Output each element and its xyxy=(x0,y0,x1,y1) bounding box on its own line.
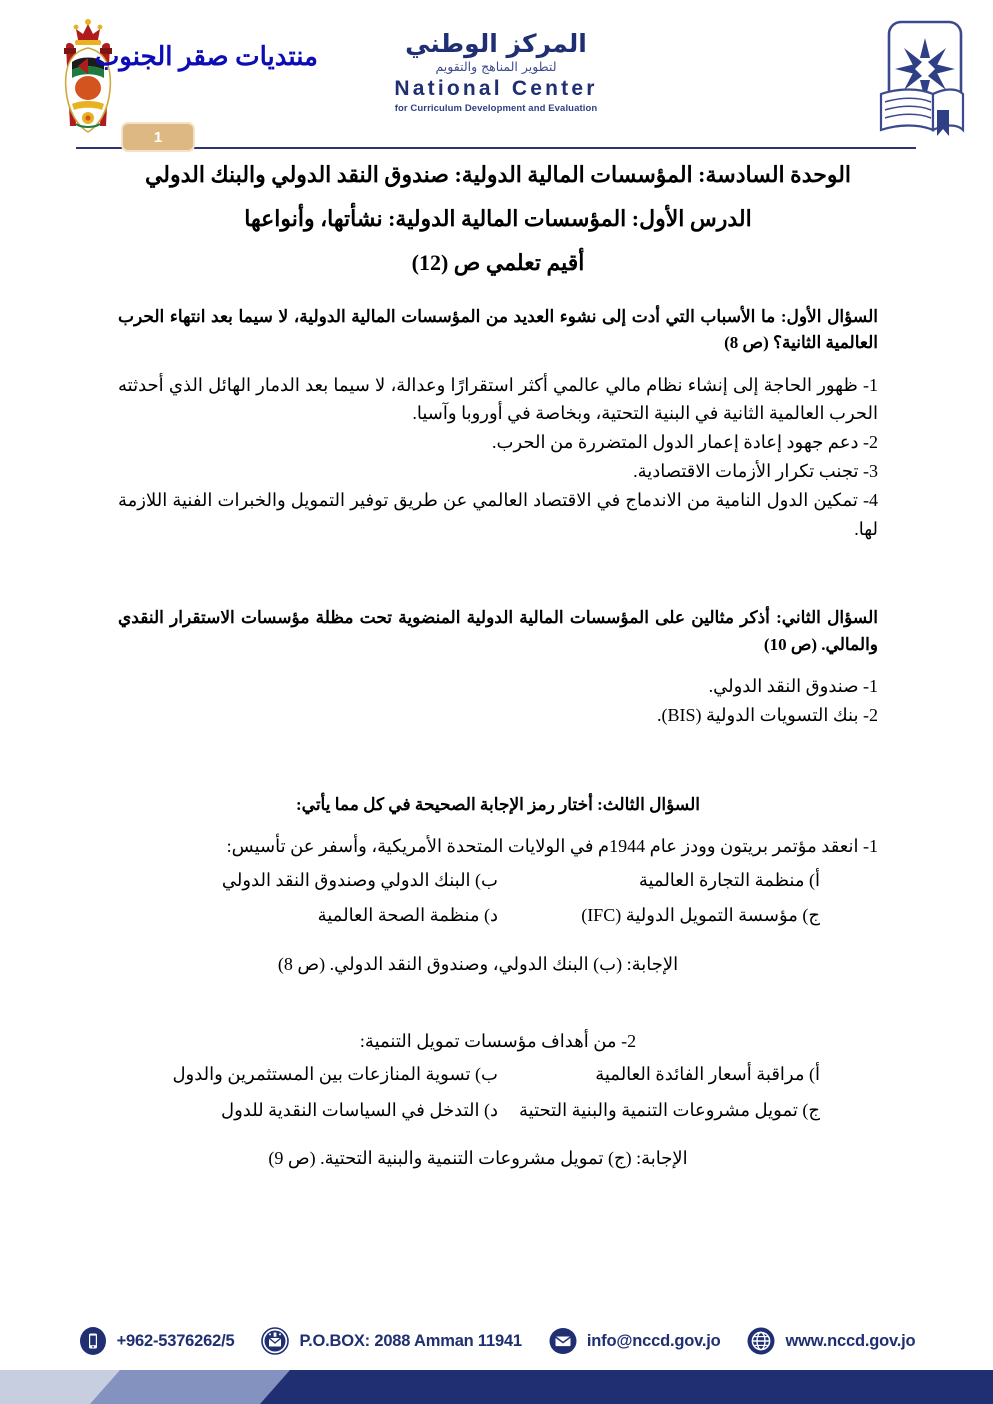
list-item: 1- صندوق النقد الدولي. xyxy=(708,676,878,697)
page-footer xyxy=(0,1300,993,1404)
section-title: أقيم تعلمي ص (12) xyxy=(411,250,585,275)
mcq-item-2-option-d[interactable]: د) التدخل في السياسات النقدية للدول xyxy=(220,1099,498,1120)
logo-arabic-title: المركز الوطني xyxy=(405,29,587,58)
mailbox-icon xyxy=(260,1326,290,1356)
logo-arabic-subtitle: لتطوير المناهج والتقويم xyxy=(435,58,557,74)
footer-website-text[interactable]: www.nccd.gov.jo xyxy=(785,1331,916,1350)
header-divider xyxy=(76,147,916,149)
mcq-item-1-option-a[interactable]: أ) منظمة التجارة العالمية xyxy=(638,869,820,890)
footer-website xyxy=(746,1326,915,1356)
footer-email xyxy=(548,1326,721,1356)
mcq-item-1-row-ab xyxy=(118,865,878,897)
mcq-item-2-option-b[interactable]: ب) تسوية المنازعات بين المستثمرين والدول xyxy=(172,1064,498,1085)
list-item: 4- تمكين الدول النامية من الاندماج في الاقتصاد العالمي عن طريق توفير التمويل والخبرات الفنية اللازمة لها. xyxy=(118,489,878,539)
mcq-item-2 xyxy=(118,1027,878,1174)
mcq-item-2-option-c[interactable]: ج) تمويل مشروعات التنمية والبنية التحتية xyxy=(519,1099,820,1120)
list-item: 1- ظهور الحاجة إلى إنشاء نظام مالي عالمي أكثر استقرارًا وعدالة، لا سيما بعد الدمار الهائل الذي أحدثته الحرب العالمية الثانية في البنية التحتية، وبخاصة في أوروبا وآسيا. xyxy=(118,374,878,424)
footer-pobox xyxy=(260,1326,521,1356)
mcq-item-1-option-c[interactable]: ج) مؤسسة التمويل الدولية (IFC) xyxy=(581,905,820,926)
list-item: 3- تجنب تكرار الأزمات الاقتصادية. xyxy=(633,461,878,482)
question-2-answer-list xyxy=(118,672,878,730)
logo-english-subtitle: for Curriculum Development and Evaluation xyxy=(394,102,598,114)
page-header xyxy=(0,0,993,158)
question-3-prompt: السؤال الثالث: أختار رمز الإجابة الصحيحة في كل مما يأتي: xyxy=(295,794,700,814)
mcq-item-2-row-cd xyxy=(118,1095,878,1127)
list-item: 2- بنك التسويات الدولية (BIS). xyxy=(656,704,878,725)
globe-icon xyxy=(746,1326,776,1356)
mcq-item-1 xyxy=(118,832,878,979)
national-center-logo xyxy=(380,30,612,115)
mcq-item-2-stem: 2- من أهداف مؤسسات تمويل التنمية: xyxy=(359,1030,637,1051)
unit-title: الوحدة السادسة: المؤسسات المالية الدولية: صندوق النقد الدولي والبنك الدولي xyxy=(144,162,852,187)
mcq-item-1-answer: الإجابة: (ب) البنك الدولي، وصندوق النقد الدولي. (ص 8) xyxy=(277,953,679,974)
mcq-item-2-option-a[interactable]: أ) مراقبة أسعار الفائدة العالمية xyxy=(595,1064,820,1085)
mcq-item-2-answer: الإجابة: (ج) تمويل مشروعات التنمية والبنية التحتية. (ص 9) xyxy=(268,1148,688,1169)
lesson-title: الدرس الأول: المؤسسات المالية الدولية: نشأتها، وأنواعها xyxy=(244,206,752,231)
mcq-item-2-row-ab xyxy=(118,1059,878,1091)
footer-contact-list xyxy=(0,1318,993,1364)
jordan-coat-of-arms-icon xyxy=(42,18,134,136)
phone-icon xyxy=(78,1326,108,1356)
logo-english-title: National Center xyxy=(394,77,598,101)
mcq-item-1-row-cd xyxy=(118,900,878,932)
list-item: 2- دعم جهود إعادة إعمار الدول المتضررة من الحرب. xyxy=(492,432,878,453)
footer-phone xyxy=(78,1326,235,1356)
mcq-item-1-stem: 1- انعقد مؤتمر بريتون وودز عام 1944م في الولايات المتحدة الأمريكية، وأسفر عن تأسيس: xyxy=(226,836,878,857)
footer-pobox-text: P.O.BOX: 2088 Amman 11941 xyxy=(299,1331,522,1350)
footer-decorative-bar xyxy=(0,1364,993,1404)
book-star-emblem-icon xyxy=(867,18,975,140)
envelope-icon xyxy=(548,1326,578,1356)
question-2-prompt: السؤال الثاني: أذكر مثالين على المؤسسات المالية الدولية المنضوية تحت مظلة مؤسسات الاستقرار النقدي والمالي. (ص 10) xyxy=(118,608,878,654)
mcq-item-1-option-b[interactable]: ب) البنك الدولي وصندوق النقد الدولي xyxy=(221,869,498,890)
mcq-item-1-option-d[interactable]: د) منظمة الصحة العالمية xyxy=(317,905,498,926)
question-1-answer-list xyxy=(118,371,878,544)
footer-phone-text: +962-5376262/5 xyxy=(116,1331,235,1350)
footer-email-text[interactable]: info@nccd.gov.jo xyxy=(586,1331,721,1350)
question-1-prompt: السؤال الأول: ما الأسباب التي أدت إلى نشوء العديد من المؤسسات المالية الدولية، لا سيما بعد انتهاء الحرب العالمية الثانية؟ (ص 8) xyxy=(118,307,878,353)
forum-watermark-text: منتديات صقر الجنوب xyxy=(94,42,318,71)
page-number-badge: 1 xyxy=(121,122,195,152)
document-body xyxy=(118,160,878,1173)
